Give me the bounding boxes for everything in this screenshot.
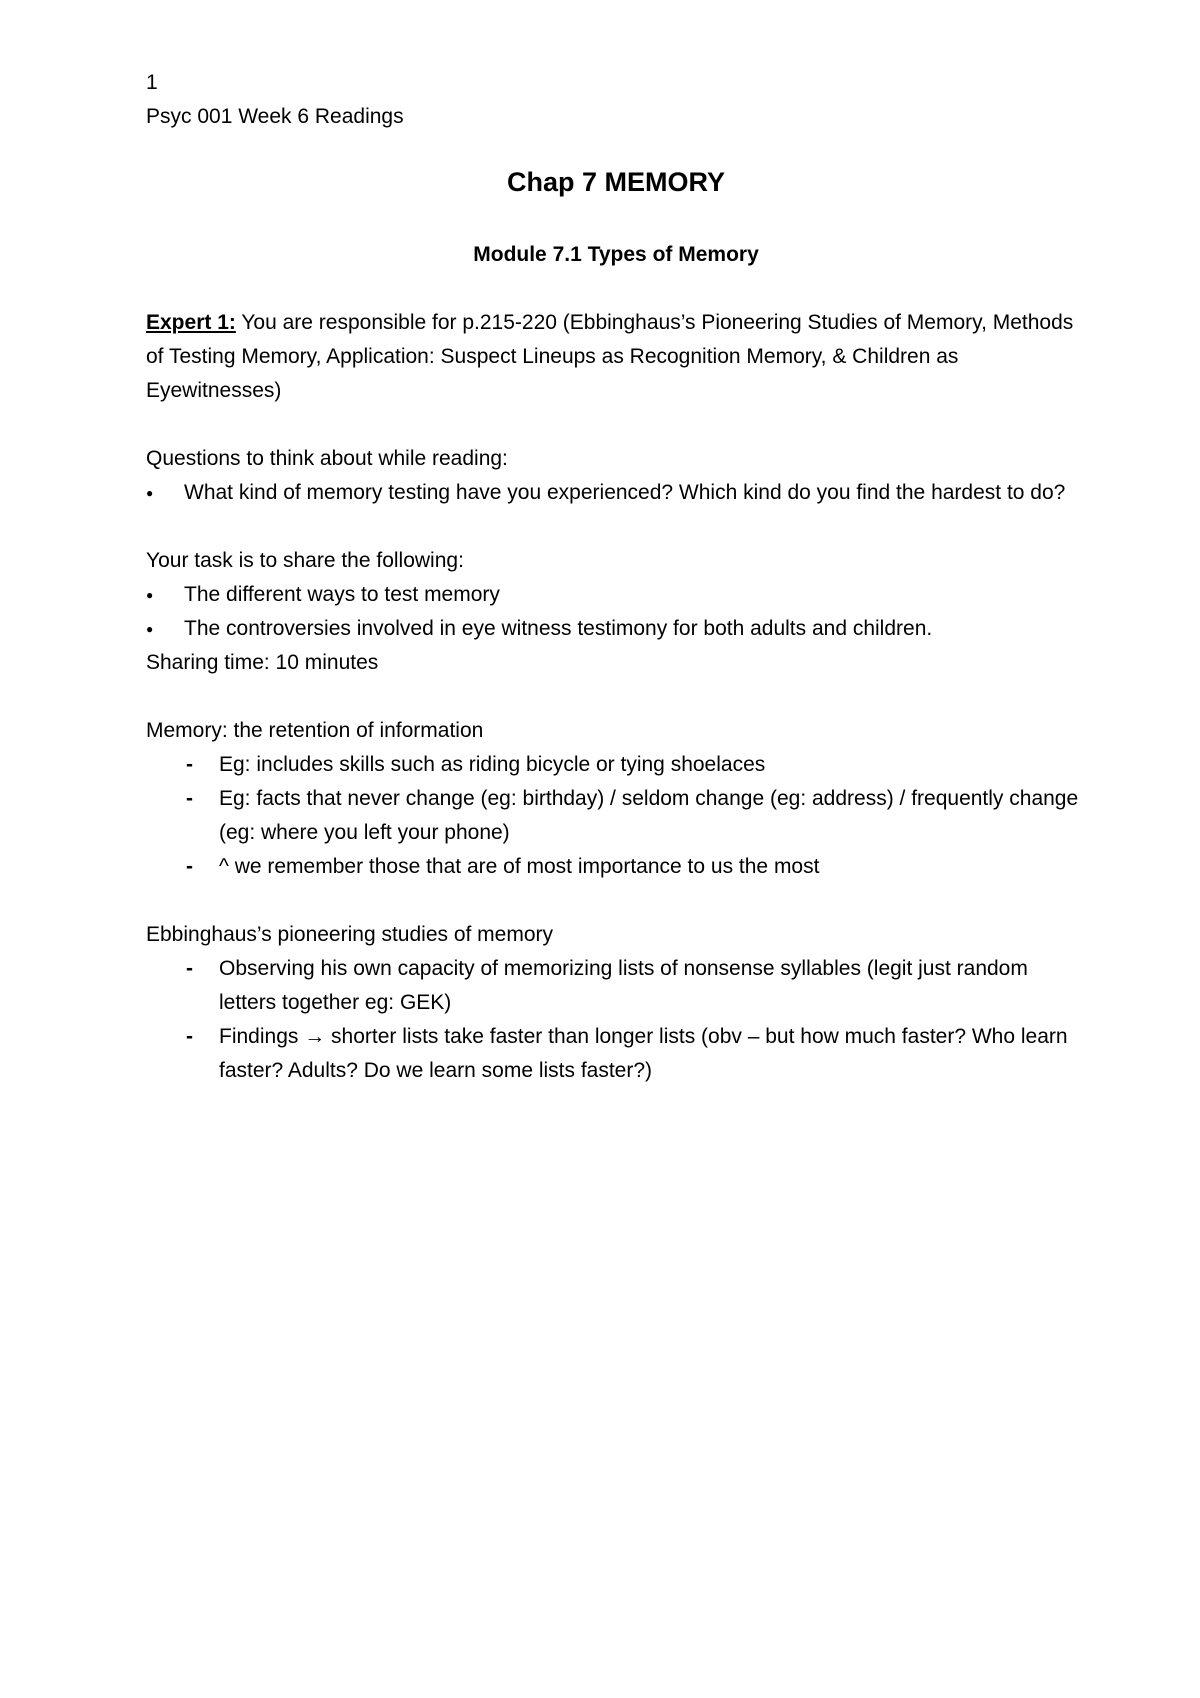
list-item: - ^ we remember those that are of most importance to us the most (146, 850, 1086, 884)
list-item: ● What kind of memory testing have you experienced? Which kind do you find the hardest to do? (146, 476, 1086, 510)
task-heading: Your task is to share the following: (146, 549, 464, 572)
chapter-title: Chap 7 MEMORY (506, 167, 726, 197)
page-number: 1 (146, 71, 158, 94)
expert-assignment (146, 306, 1086, 408)
course-header: Psyc 001 Week 6 Readings (146, 105, 404, 128)
list-item: ● The different ways to test memory (146, 578, 1086, 612)
expert-label: Expert 1: (146, 311, 236, 334)
module-title: Module 7.1 Types of Memory (473, 243, 759, 266)
document-content (146, 66, 1086, 1088)
sharing-time: Sharing time: 10 minutes (146, 651, 379, 674)
task-list (146, 578, 1086, 646)
list-item: - Eg: facts that never change (eg: birthday) / seldom change (eg: address) / frequently change (eg: where you left your phone) (146, 782, 1086, 850)
ebbinghaus-list (146, 952, 1086, 1088)
list-item: - Eg: includes skills such as riding bicycle or tying shoelaces (146, 748, 1086, 782)
ebbinghaus-heading: Ebbinghaus’s pioneering studies of memory (146, 923, 554, 946)
memory-heading: Memory: the retention of information (146, 719, 484, 742)
list-item: - Findings → shorter lists take faster than longer lists (obv – but how much faster? Who learn faster? Adults? Do we learn some lists faster?) (146, 1020, 1086, 1088)
questions-heading: Questions to think about while reading: (146, 447, 508, 470)
expert-text: You are responsible for p.215-220 (Ebbinghaus’s Pioneering Studies of Memory, Methods of Testing Memory, Application: Suspect Lineups as Recognition Memory, & Children as Eyewitnesses) (146, 311, 1074, 402)
memory-list (146, 748, 1086, 884)
list-item: ● The controversies involved in eye witness testimony for both adults and children. (146, 612, 1086, 646)
list-item: - Observing his own capacity of memorizing lists of nonsense syllables (legit just random letters together eg: GEK) (146, 952, 1086, 1020)
questions-list (146, 476, 1086, 510)
